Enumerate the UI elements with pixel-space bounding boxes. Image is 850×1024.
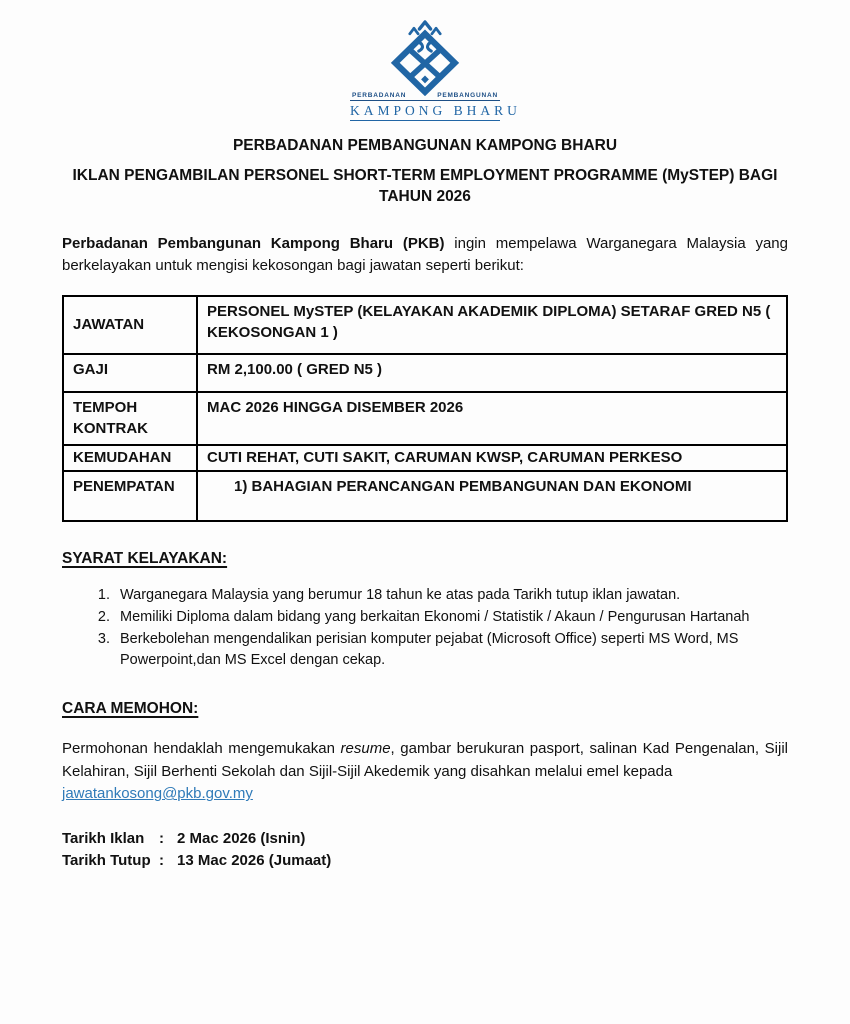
document-subtitle-line1: IKLAN PENGAMBILAN PERSONEL SHORT-TERM EMPLOYMENT PROGRAMME (MySTEP) BAGI [72, 167, 778, 184]
requirement-item: 1. Warganegara Malaysia yang berumur 18 tahun ke atas pada Tarikh tutup iklan jawatan. [114, 585, 788, 607]
table-row-kemudahan [63, 445, 787, 471]
logo-wordmark: KAMPONG BHARU [350, 101, 500, 121]
document-title: PERBADANAN PEMBANGUNAN KAMPONG BHARU [232, 137, 618, 154]
row-value-gaji: RM 2,100.00 ( GRED N5 ) [197, 354, 787, 392]
row-value-kemudahan: CUTI REHAT, CUTI SAKIT, CARUMAN KWSP, CARUMAN PERKESO [197, 445, 787, 471]
logo-caption-left: PERBADANAN [352, 92, 407, 99]
intro-paragraph [62, 233, 788, 277]
row-label-tempoh-kontrak: TEMPOH KONTRAK [63, 392, 197, 445]
logo-caption-right: PEMBANGUNAN [437, 92, 498, 99]
dates-block [62, 828, 788, 873]
date-label-tutup: Tarikh Tutup [62, 852, 151, 870]
document-subtitle-line2: TAHUN 2026 [379, 187, 471, 205]
pkb-logo [62, 0, 788, 121]
application-email-link[interactable]: jawatankosong@pkb.gov.my [62, 785, 253, 803]
row-label-kemudahan: KEMUDAHAN [63, 445, 197, 471]
intro-lead: Perbadanan Pembangunan Kampong Bharu (PKB) [62, 234, 445, 252]
row-label-jawatan: JAWATAN [63, 296, 197, 354]
date-value-tutup: 13 Mac 2026 (Jumaat) [177, 852, 332, 870]
date-value-iklan: 2 Mac 2026 (Isnin) [177, 829, 306, 847]
apply-text-1: Permohonan hendaklah mengemukakan [62, 740, 341, 758]
date-separator: : [159, 852, 164, 870]
table-row-gaji [63, 354, 787, 392]
date-row-iklan [62, 828, 788, 851]
table-row-jawatan [63, 296, 787, 354]
row-value-penempatan: 1) BAHAGIAN PERANCANGAN PEMBANGUNAN DAN EKONOMI [197, 471, 787, 521]
requirement-item: 3. Berkebolehan mengendalikan perisian komputer pejabat (Microsoft Office) seperti MS Word, MS Powerpoint,dan MS Excel dengan cekap. [114, 629, 788, 673]
apply-resume-italic: resume [340, 740, 391, 758]
job-details-table [62, 295, 788, 522]
table-row-penempatan [63, 471, 787, 521]
date-label-iklan: Tarikh Iklan [62, 829, 145, 847]
row-label-gaji: GAJI [63, 354, 197, 392]
cara-memohon-heading: CARA MEMOHON: [62, 700, 199, 718]
pkb-logo-icon [366, 20, 484, 96]
apply-text-2: , gambar berukuran pasport, salinan Kad Pengenalan, Sijil Kelahiran, Sijil Berhenti Sekolah dan Sijil-Sijil Akedemik yang disahkan melalui emel kepada [62, 740, 788, 780]
requirements-list [62, 585, 788, 672]
intro-rest: ingin mempelawa Warganegara Malaysia yang berkelayakan untuk mengisi kekosongan bagi jawatan seperti berikut: [62, 234, 788, 274]
row-value-tempoh-kontrak: MAC 2026 HINGGA DISEMBER 2026 [197, 392, 787, 445]
date-separator: : [159, 829, 164, 847]
row-value-jawatan: PERSONEL MySTEP (KELAYAKAN AKADEMIK DIPLOMA) SETARAF GRED N5 ( KEKOSONGAN 1 ) [197, 296, 787, 354]
requirement-item: 2. Memiliki Diploma dalam bidang yang berkaitan Ekonomi / Statistik / Akaun / Pengurusan Hartanah [114, 607, 788, 629]
row-label-penempatan: PENEMPATAN [63, 471, 197, 521]
application-instructions [62, 738, 788, 806]
date-row-tutup [62, 850, 788, 873]
table-row-tempoh-kontrak [63, 392, 787, 445]
document-subtitle [62, 166, 788, 208]
syarat-kelayakan-heading: SYARAT KELAYAKAN: [62, 550, 228, 568]
